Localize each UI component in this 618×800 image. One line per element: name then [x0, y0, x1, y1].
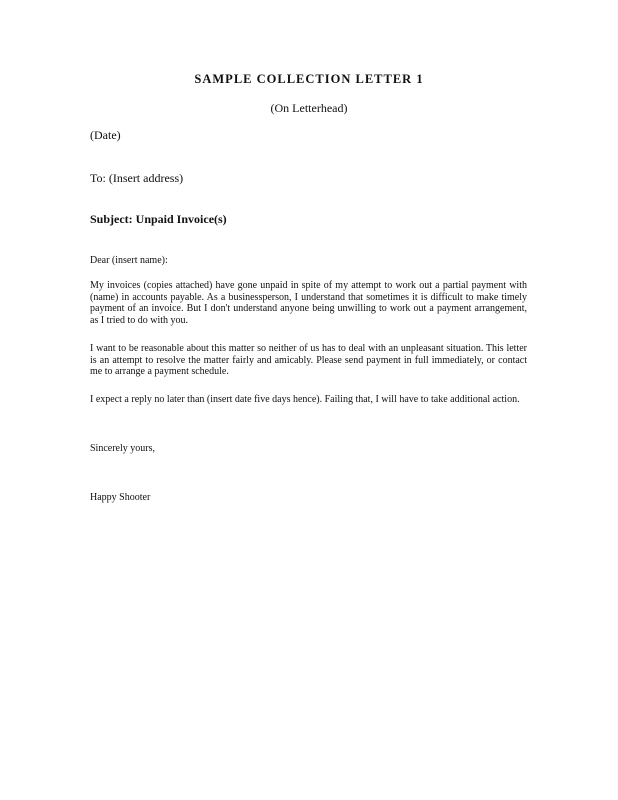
subject-line: Subject: Unpaid Invoice(s): [90, 212, 227, 226]
closing: Sincerely yours,: [90, 443, 155, 454]
recipient-address-line: To: (Insert address): [90, 171, 184, 185]
date-placeholder: (Date): [90, 128, 121, 142]
body-paragraph-1: My invoices (copies attached) have gone unpaid in spite of my attempt to work out a partial payment with (name) in accounts payable. As a businessperson, I understand that sometimes it is difficult to make timely payment of an invoice. But I don't understand anyone being unwilling to work out a payment arrangement, as I tried to do with you.: [90, 280, 527, 326]
document-title: SAMPLE COLLECTION LETTER 1: [194, 72, 424, 86]
body-paragraph-3: I expect a reply no later than (insert date five days hence). Failing that, I will have to take additional action.: [90, 394, 520, 405]
signature: Happy Shooter: [90, 492, 151, 503]
letterhead-note: (On Letterhead): [270, 101, 348, 115]
body-paragraph-2: I want to be reasonable about this matter so neither of us has to deal with an unpleasant situation. This letter is an attempt to resolve the matter fairly and amicably. Please send payment in full immediately, or contact me to arrange a payment schedule.: [90, 343, 527, 378]
salutation: Dear (insert name):: [90, 255, 168, 266]
